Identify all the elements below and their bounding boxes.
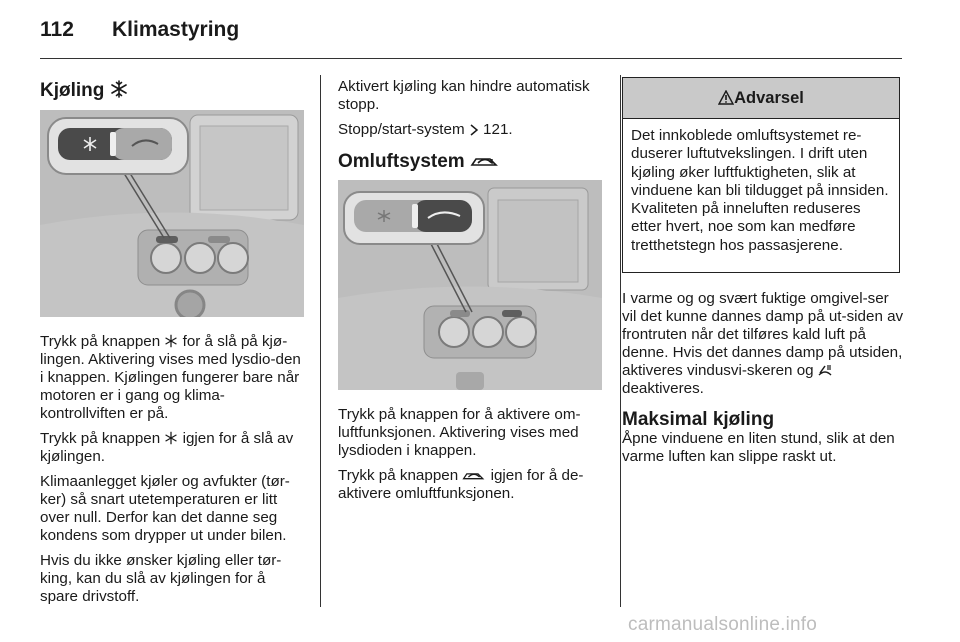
- column-2-text: [338, 406, 604, 510]
- column-divider-1: [320, 75, 321, 607]
- warning-box: [622, 77, 900, 273]
- text: for å slå på kjø-lingen. Aktivering vises med lysdio-den i knappen. Kjølingen fungerer bare når motoren er i gang og klima-kontrollviften er på.: [40, 333, 301, 422]
- page-header: [40, 18, 239, 42]
- paragraph: [338, 121, 604, 139]
- text: I varme og og svært fuktige omgivel-ser vil det kunne dannes damp på ut-siden av frontruten når det tilføres kald luft på denne. Hvis det dannes damp på utsiden, aktiveres vindusvi-skeren og: [622, 290, 904, 379]
- warning-title-bar: [623, 78, 899, 119]
- paragraph: [622, 290, 904, 398]
- text: 121.: [478, 121, 513, 138]
- page-reference-arrow-icon: [469, 124, 479, 136]
- recirculation-icon: [470, 153, 500, 169]
- heading-text: Kjøling: [40, 80, 105, 101]
- header-rule: [40, 58, 902, 59]
- warning-triangle-icon: [718, 90, 734, 105]
- column-1-text: [40, 333, 306, 613]
- paragraph: [40, 333, 306, 423]
- snowflake-icon: [110, 80, 128, 98]
- warning-title: Advarsel: [734, 89, 804, 107]
- page-number: 112: [40, 18, 74, 41]
- paragraph: Åpne vinduene en liten stund, slik at den varme luften kan slippe raskt ut.: [622, 430, 895, 465]
- text: igjen for å slå av kjølingen.: [40, 430, 294, 465]
- windscreen-wiper-icon: [818, 363, 832, 377]
- recirculation-icon: [462, 469, 486, 482]
- dashboard-ac-button-illustration: [40, 110, 304, 317]
- recirculation-panel-drawing: [338, 180, 602, 390]
- text: igjen for å de-aktivere omluftfunksjonen.: [338, 467, 584, 502]
- paragraph: [40, 430, 306, 466]
- section-heading-recirculation: [338, 151, 604, 173]
- paragraph: [338, 467, 604, 503]
- snowflake-icon: [164, 334, 178, 348]
- section-heading-cooling: [40, 80, 304, 102]
- column-1: [40, 80, 304, 102]
- text: Stopp/start-system: [338, 121, 469, 138]
- page-title: Klimastyring: [112, 18, 240, 41]
- text: Trykk på knappen: [338, 467, 463, 484]
- snowflake-icon: [164, 431, 178, 445]
- paragraph: Klimaanlegget kjøler og avfukter (tør-ker) så snart utetemperaturen er litt over null. Derfor kan det danne seg kondens som drypper ut under bilen.: [40, 473, 290, 544]
- text: deaktiveres.: [622, 380, 704, 397]
- heading-text: Omluftsystem: [338, 151, 465, 172]
- watermark: carmanualsonline.info: [628, 614, 818, 635]
- ac-panel-drawing: [40, 110, 304, 317]
- column-2-top: [338, 78, 604, 173]
- section-heading-max-cooling: Maksimal kjøling: [622, 409, 775, 430]
- column-divider-2: [620, 75, 621, 607]
- column-3-text: [622, 290, 904, 473]
- dashboard-recirculation-button-illustration: [338, 180, 602, 390]
- paragraph: Hvis du ikke ønsker kjøling eller tør-king, kan du slå av kjølingen for å spare drivstoff.: [40, 552, 282, 605]
- paragraph: Trykk på knappen for å aktivere om-luftfunksjonen. Aktivering vises med lysdioden i knappen.: [338, 406, 581, 459]
- text: Trykk på knappen: [40, 333, 165, 350]
- paragraph: Aktivert kjøling kan hindre automatisk stopp.: [338, 78, 590, 113]
- text: Trykk på knappen: [40, 430, 165, 447]
- warning-text: Det innkoblede omluftsystemet re-duserer luftutvekslingen. I drift uten kjøling øker luftfuktigheten, slik at vinduene kan bli tildugget på innsiden. Kvaliteten på inneluften reduseres etter hvert, noe som kan medføre tretthetstegn hos passasjerene.: [631, 127, 889, 254]
